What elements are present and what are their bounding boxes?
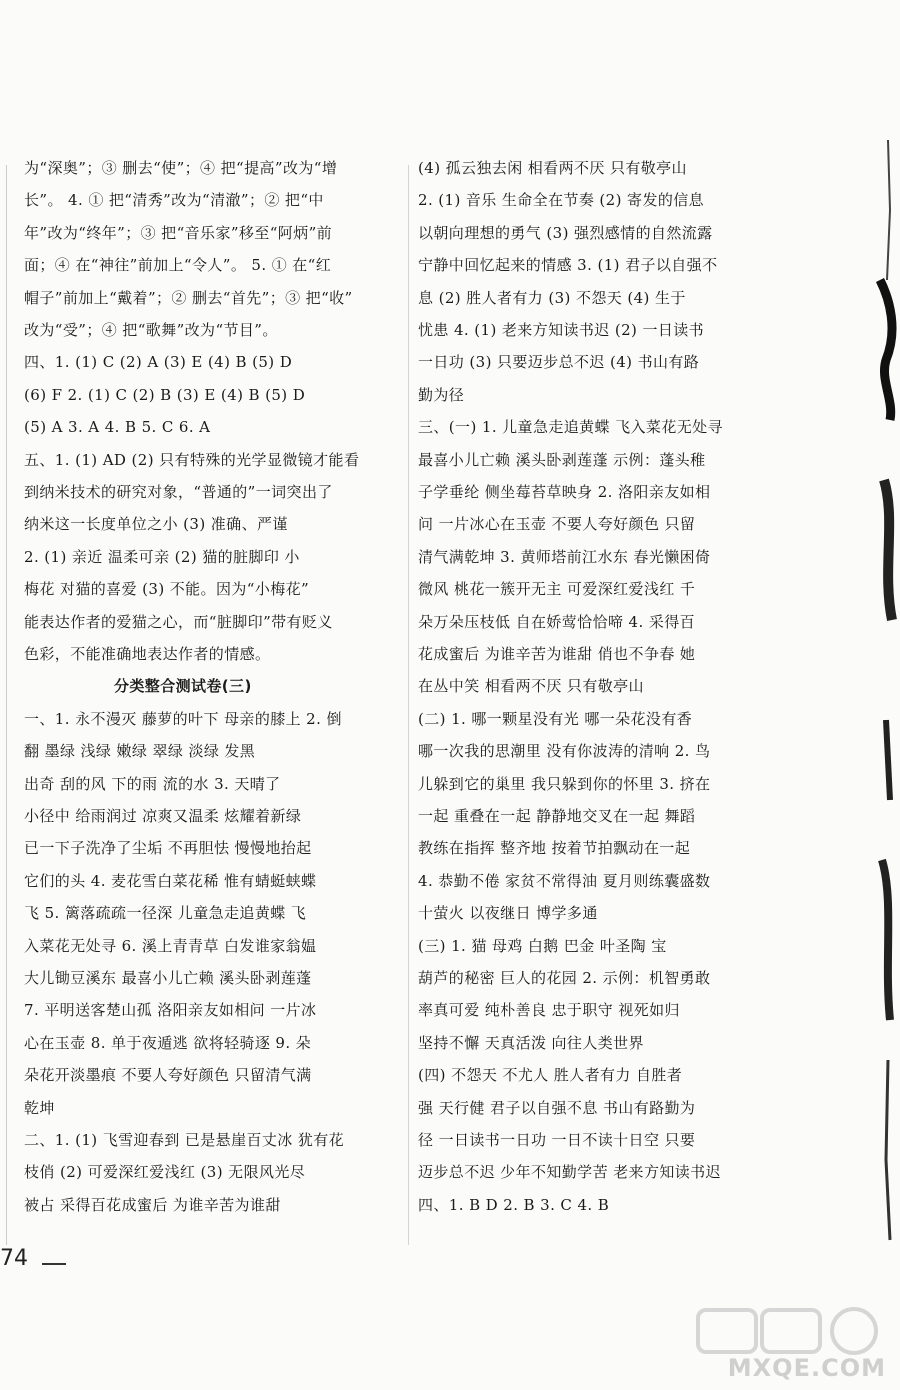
text-line: 大儿锄豆溪东 最喜小儿亡赖 溪头卧剥莲蓬 — [24, 969, 312, 987]
text-line: 三、(一) 1. 儿童急走追黄蝶 飞入菜花无处寻 — [418, 418, 723, 437]
text-line: 葫芦的秘密 巨人的花园 2. 示例：机智勇敢 — [418, 969, 711, 987]
text-line: 2. (1) 亲近 温柔可亲 (2) 猫的脏脚印 小 — [24, 547, 300, 566]
text-line: 7. 平明送客楚山孤 洛阳亲友如相问 一片冰 — [24, 1001, 317, 1020]
text-line: 忧患 4. (1) 老来方知读书迟 (2) 一日读书 — [418, 321, 705, 339]
text-line: 宁静中回忆起来的情感 3. (1) 君子以自强不 — [418, 256, 718, 275]
text-line: 为“深奥”；③ 删去“使”；④ 把“提高”改为“增 — [24, 159, 338, 177]
text-line: 梅花 对猫的喜爱 (3) 不能。因为“小梅花” — [24, 580, 310, 599]
text-line: 入菜花无处寻 6. 溪上青青草 白发谁家翁媪 — [24, 936, 317, 955]
text-line: 坚持不懈 天真活泼 向往人类世界 — [418, 1033, 644, 1052]
text-line: 小径中 给雨润过 凉爽又温柔 炫耀着新绿 — [24, 807, 302, 825]
text-line: 朵万朵压枝低 自在娇莺恰恰啼 4. 采得百 — [418, 612, 696, 631]
text-line: 息 (2) 胜人者有力 (3) 不怨天 (4) 生于 — [418, 288, 686, 307]
text-line: 子学垂纶 侧坐莓苔草映身 2. 洛阳亲友如相 — [418, 483, 711, 501]
text-line: 能表达作者的爱猫之心，而“脏脚印”带有贬义 — [24, 612, 333, 631]
text-line: 问 一片冰心在玉壶 不要人夸好颜色 只留 — [418, 515, 696, 534]
text-line: 最喜小儿亡赖 溪头卧剥莲蓬 示例：蓬头稚 — [418, 450, 706, 469]
text-line: 已一下子洗净了尘垢 不再胆怯 慢慢地抬起 — [24, 839, 312, 858]
page-number-dash — [42, 1263, 66, 1265]
text-line: 四、1. (1) C (2) A (3) E (4) B (5) D — [24, 353, 293, 372]
text-line: 一日功 (3) 只要迈步总不迟 (4) 书山有路 — [418, 353, 700, 372]
text-line: 清气满乾坤 3. 黄师塔前江水东 春光懒困倚 — [418, 547, 711, 566]
text-line: 长”。 4. ① 把“清秀”改为“清澈”；② 把“中 — [24, 191, 324, 210]
text-line: (4) 孤云独去闲 相看两不厌 只有敬亭山 — [418, 159, 687, 177]
text-line: 率真可爱 纯朴善良 忠于职守 视死如归 — [418, 1001, 680, 1020]
text-line: 五、1. (1) AD (2) 只有特殊的光学显微镜才能看 — [24, 450, 360, 469]
text-line: 在丛中笑 相看两不厌 只有敬亭山 — [418, 677, 644, 696]
text-line: 乾坤 — [24, 1098, 55, 1117]
text-line: 帽子”前加上“戴着”；② 删去“首先”；③ 把“收” — [24, 288, 353, 307]
text-line: 以朝向理想的勇气 (3) 强烈感情的自然流露 — [418, 223, 713, 242]
text-line: 勤为径 — [418, 385, 465, 404]
text-line: (二) 1. 哪一颗星没有光 哪一朵花没有香 — [418, 709, 693, 728]
watermark-text: MXQE.COM — [727, 1354, 886, 1382]
text-line: 改为“受”；④ 把“歌舞”改为“节目”。 — [24, 321, 278, 339]
text-line: 二、1. (1) 飞雪迎春到 已是悬崖百丈冰 犹有花 — [24, 1131, 345, 1149]
page-number: 74 — [0, 1246, 28, 1271]
text-line: 花成蜜后 为谁辛苦为谁甜 俏也不争春 她 — [418, 645, 696, 663]
text-line: 4. 恭勤不倦 家贫不常得油 夏月则练囊盛数 — [418, 871, 711, 890]
text-line: 面；④ 在“神往”前加上“令人”。 5. ① 在“红 — [24, 256, 332, 275]
text-line: 迈步总不迟 少年不知勤学苦 老来方知读书迟 — [418, 1163, 721, 1182]
text-line: 微风 桃花一簇开无主 可爱深红爱浅红 千 — [418, 580, 696, 599]
text-line: 四、1. B D 2. B 3. C 4. B — [418, 1195, 610, 1214]
text-line: 心在玉壶 8. 单于夜遁逃 欲将轻骑逐 9. 朵 — [24, 1033, 312, 1052]
text-line: 被占 采得百花成蜜后 为谁辛苦为谁甜 — [24, 1195, 281, 1214]
text-line: 一、1. 永不漫灭 藤萝的叶下 母亲的膝上 2. 倒 — [24, 709, 342, 728]
text-line: 强 天行健 君子以自强不息 书山有路勤为 — [418, 1098, 696, 1117]
text-line: (四) 不怨天 不尤人 胜人者有力 自胜者 — [418, 1066, 683, 1085]
text-line: 它们的头 4. 麦花雪白菜花稀 惟有蜻蜓蛱蝶 — [24, 871, 317, 890]
text-line: 2. (1) 音乐 生命全在节奏 (2) 寄发的信息 — [418, 191, 705, 210]
text-line: 年”改为“终年”；③ 把“音乐家”移至“阿炳”前 — [24, 223, 333, 242]
text-line: 径 一日读书一日功 一日不读十日空 只要 — [418, 1131, 696, 1149]
text-line: 到纳米技术的研究对象，“普通的”一词突出了 — [24, 483, 333, 501]
text-line: 朵花开淡墨痕 不要人夸好颜色 只留清气满 — [24, 1066, 312, 1085]
text-line: 哪一次我的思潮里 没有你波涛的清响 2. 鸟 — [418, 742, 711, 761]
scan-edge-marks — [860, 100, 900, 1300]
left-margin-rule — [6, 165, 7, 1245]
section-heading: 分类整合测试卷(三) — [114, 677, 252, 696]
text-line: 翻 墨绿 浅绿 嫩绿 翠绿 淡绿 发黑 — [24, 742, 256, 761]
text-line: 一起 重叠在一起 静静地交叉在一起 舞蹈 — [418, 807, 696, 825]
text-line: 枝俏 (2) 可爱深红爱浅红 (3) 无限风光尽 — [24, 1163, 306, 1182]
text-line: 教练在指挥 整齐地 按着节拍飘动在一起 — [418, 839, 691, 858]
text-line: (5) A 3. A 4. B 5. C 6. A — [24, 418, 211, 437]
text-line: 儿躲到它的巢里 我只躲到你的怀里 3. 挤在 — [418, 774, 711, 793]
text-line: 纳米这一长度单位之小 (3) 准确、严谨 — [24, 515, 288, 534]
text-line: 飞 5. 篱落疏疏一径深 儿童急走追黄蝶 飞 — [24, 904, 307, 923]
text-line: (三) 1. 猫 母鸡 白鹅 巴金 叶圣陶 宝 — [418, 936, 667, 955]
text-line: 色彩，不能准确地表达作者的情感。 — [24, 645, 271, 663]
text-line: 十萤火 以夜继日 博学多通 — [418, 904, 598, 923]
text-line: 出奇 刮的风 下的雨 流的水 3. 天晴了 — [24, 774, 281, 793]
column-divider — [408, 165, 409, 1245]
text-line: (6) F 2. (1) C (2) B (3) E (4) B (5) D — [24, 385, 306, 404]
